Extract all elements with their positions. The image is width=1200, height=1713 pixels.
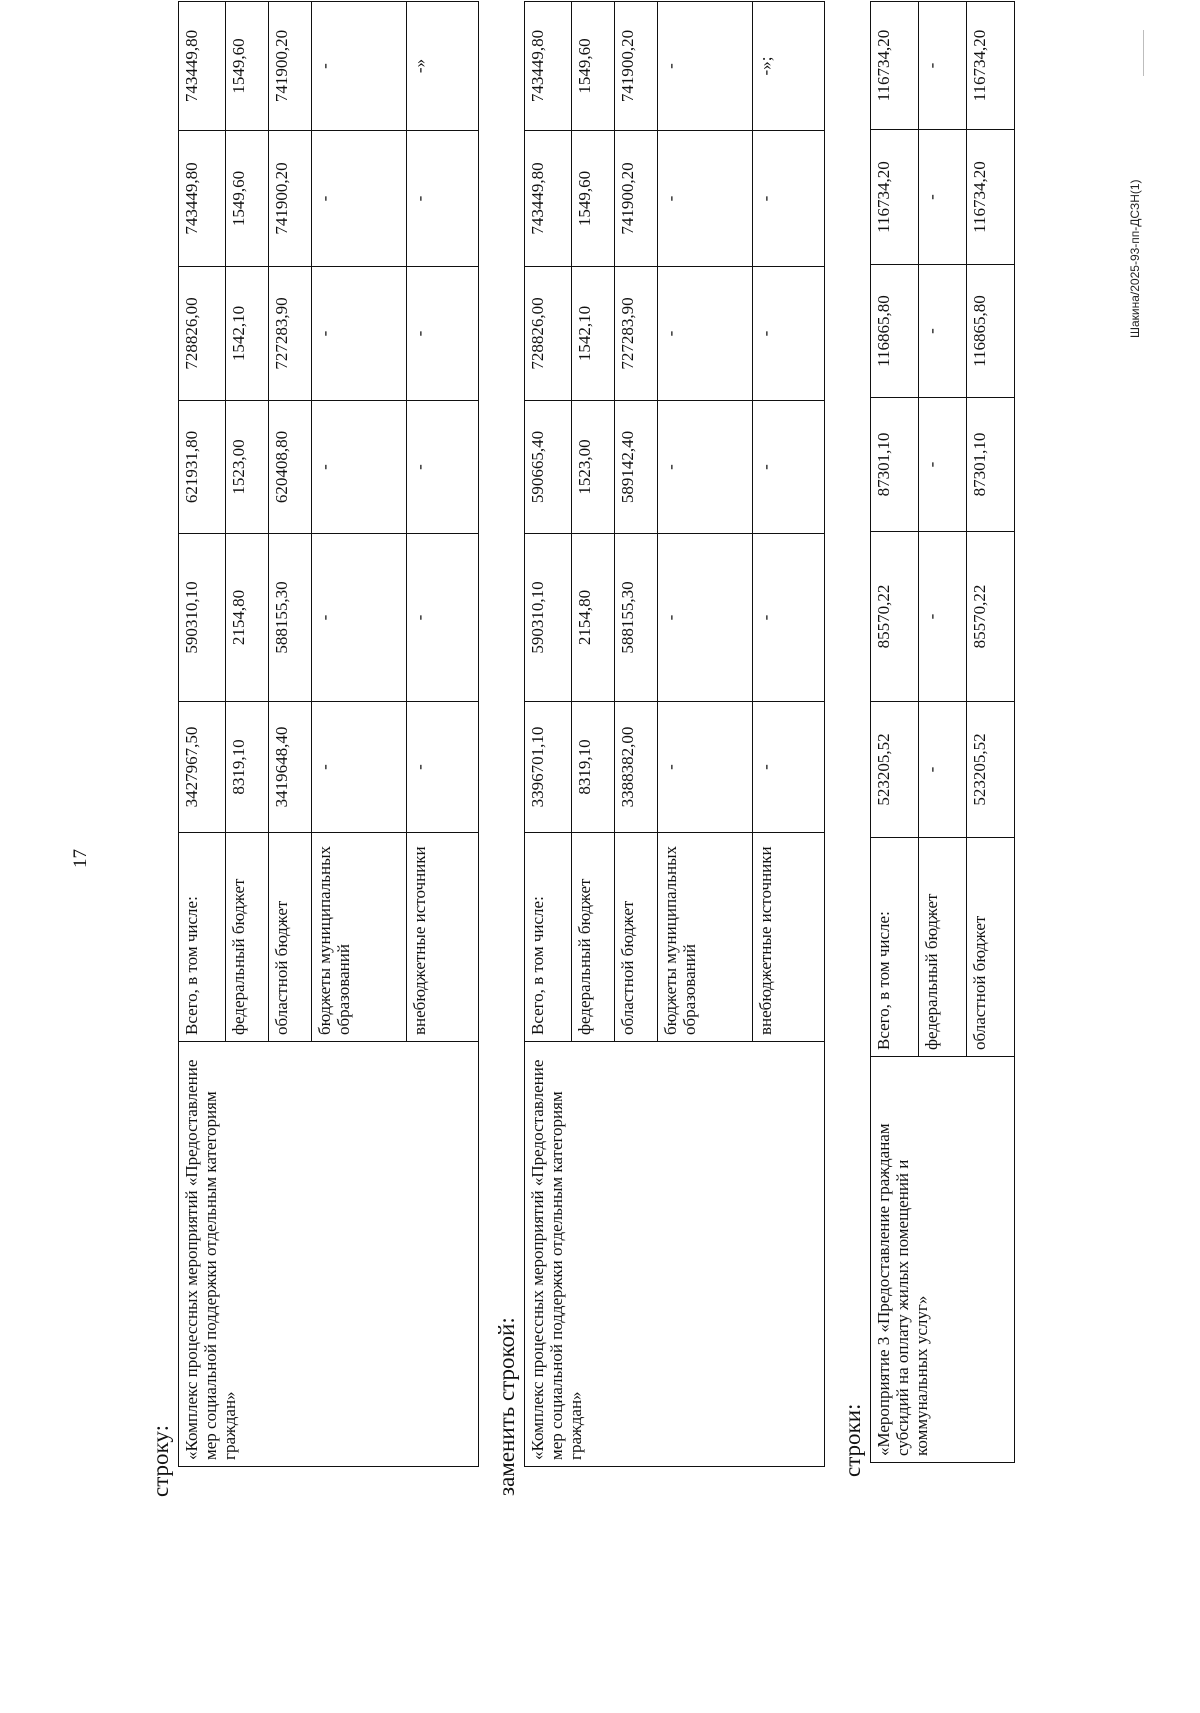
value-cell: 743449,80 xyxy=(525,2,572,131)
value-cell: - xyxy=(407,267,479,401)
value-cell: 741900,20 xyxy=(615,2,658,131)
value-cell: 85570,22 xyxy=(967,532,1015,702)
value-cell: -» xyxy=(407,2,479,131)
value-cell: 116734,20 xyxy=(967,130,1015,265)
value-cell: - xyxy=(312,267,407,401)
section-label-1: строку: xyxy=(148,1425,173,1497)
value-cell: 728826,00 xyxy=(525,267,572,401)
source-cell: Всего, в том числе: xyxy=(871,838,919,1057)
value-cell: 2154,80 xyxy=(226,534,269,702)
value-cell: -»; xyxy=(753,2,825,131)
value-cell: 116734,20 xyxy=(967,2,1015,130)
value-cell: 3396701,10 xyxy=(525,702,572,833)
source-cell: Всего, в том числе: xyxy=(179,833,226,1042)
value-cell: - xyxy=(658,267,753,401)
value-cell: - xyxy=(753,131,825,267)
value-cell: - xyxy=(312,702,407,833)
source-cell: бюджеты муниципальных образований xyxy=(658,833,753,1042)
value-cell: 727283,90 xyxy=(269,267,312,401)
scan-margin-line xyxy=(1143,30,1144,76)
source-cell: внебюджетные источники xyxy=(753,833,825,1042)
value-cell: - xyxy=(312,401,407,534)
value-cell: 116734,20 xyxy=(871,2,919,130)
source-cell: федеральный бюджет xyxy=(572,833,615,1042)
value-cell: - xyxy=(753,534,825,702)
value-cell: 1549,60 xyxy=(226,131,269,267)
value-cell: 741900,20 xyxy=(269,2,312,131)
source-cell: внебюджетные источники xyxy=(407,833,479,1042)
value-cell: 620408,80 xyxy=(269,401,312,534)
value-cell: 116865,80 xyxy=(871,265,919,398)
value-cell: 3419648,40 xyxy=(269,702,312,833)
value-cell: 8319,10 xyxy=(226,702,269,833)
value-cell: - xyxy=(312,534,407,702)
source-cell: областной бюджет xyxy=(269,833,312,1042)
value-cell: - xyxy=(753,702,825,833)
value-cell: - xyxy=(407,401,479,534)
program-name-cell: «Комплекс процессных мероприятий «Предоставление мер социальной поддержки отдельным категориям граждан» xyxy=(179,1042,479,1467)
section-label-2: заменить строкой: xyxy=(494,1317,519,1496)
value-cell: - xyxy=(753,267,825,401)
source-cell: бюджеты муниципальных образований xyxy=(312,833,407,1042)
value-cell: 116865,80 xyxy=(967,265,1015,398)
value-cell: - xyxy=(919,532,967,702)
value-cell: 3388382,00 xyxy=(615,702,658,833)
value-cell: 87301,10 xyxy=(871,398,919,532)
page-number: 17 xyxy=(70,849,91,868)
value-cell: 85570,22 xyxy=(871,532,919,702)
program-name-cell: «Мероприятие 3 «Предоставление гражданам субсидий на оплату жилых помещений и коммунальных услуг» xyxy=(871,1057,1015,1463)
value-cell: 1542,10 xyxy=(572,267,615,401)
budget-table-3 xyxy=(870,1,1015,1463)
value-cell: 743449,80 xyxy=(179,131,226,267)
source-cell: федеральный бюджет xyxy=(919,838,967,1057)
program-name-cell: «Комплекс процессных мероприятий «Предоставление мер социальной поддержки отдельным категориям граждан» xyxy=(525,1042,825,1467)
value-cell: 727283,90 xyxy=(615,267,658,401)
value-cell: 590310,10 xyxy=(179,534,226,702)
value-cell: 590665,40 xyxy=(525,401,572,534)
section-label-3: строки: xyxy=(840,1403,865,1477)
value-cell: 3427967,50 xyxy=(179,702,226,833)
value-cell: - xyxy=(407,131,479,267)
value-cell: - xyxy=(407,702,479,833)
value-cell: 588155,30 xyxy=(269,534,312,702)
value-cell: - xyxy=(658,131,753,267)
value-cell: 87301,10 xyxy=(967,398,1015,532)
source-cell: областной бюджет xyxy=(615,833,658,1042)
value-cell: - xyxy=(658,534,753,702)
value-cell: - xyxy=(919,398,967,532)
value-cell: - xyxy=(919,702,967,838)
value-cell: 1549,60 xyxy=(572,2,615,131)
value-cell: 743449,80 xyxy=(179,2,226,131)
value-cell: - xyxy=(407,534,479,702)
value-cell: 743449,80 xyxy=(525,131,572,267)
value-cell: 1523,00 xyxy=(226,401,269,534)
value-cell: 2154,80 xyxy=(572,534,615,702)
value-cell: 621931,80 xyxy=(179,401,226,534)
value-cell: 523205,52 xyxy=(967,702,1015,838)
value-cell: 590310,10 xyxy=(525,534,572,702)
value-cell: - xyxy=(919,265,967,398)
value-cell: - xyxy=(919,2,967,130)
value-cell: 1523,00 xyxy=(572,401,615,534)
value-cell: - xyxy=(658,401,753,534)
budget-table-1 xyxy=(178,1,479,1467)
value-cell: 589142,40 xyxy=(615,401,658,534)
value-cell: - xyxy=(658,702,753,833)
source-cell: областной бюджет xyxy=(967,838,1015,1057)
value-cell: - xyxy=(919,130,967,265)
value-cell: 1542,10 xyxy=(226,267,269,401)
value-cell: 588155,30 xyxy=(615,534,658,702)
value-cell: 1549,60 xyxy=(572,131,615,267)
value-cell: 523205,52 xyxy=(871,702,919,838)
source-cell: Всего, в том числе: xyxy=(525,833,572,1042)
value-cell: 728826,00 xyxy=(179,267,226,401)
value-cell: 116734,20 xyxy=(871,130,919,265)
value-cell: 1549,60 xyxy=(226,2,269,131)
value-cell: 741900,20 xyxy=(269,131,312,267)
value-cell: - xyxy=(658,2,753,131)
document-stamp: Шакина/2025-93-пп-ДСЗН(1) xyxy=(1128,179,1142,338)
source-cell: федеральный бюджет xyxy=(226,833,269,1042)
value-cell: - xyxy=(312,2,407,131)
value-cell: - xyxy=(312,131,407,267)
budget-table-2 xyxy=(524,1,825,1467)
value-cell: 8319,10 xyxy=(572,702,615,833)
value-cell: 741900,20 xyxy=(615,131,658,267)
value-cell: - xyxy=(753,401,825,534)
